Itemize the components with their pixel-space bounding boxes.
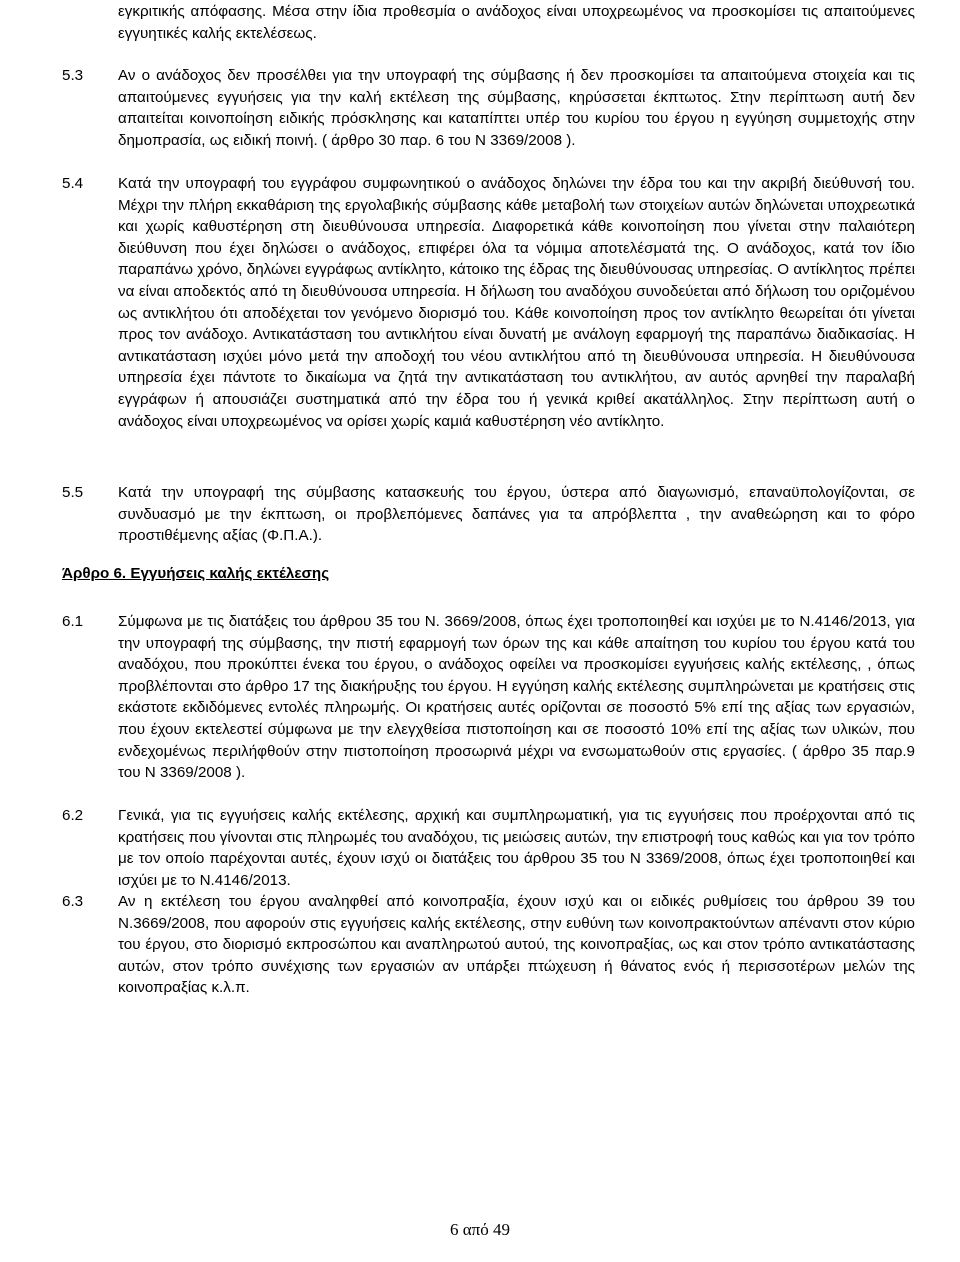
section-text: Σύμφωνα με τις διατάξεις του άρθρου 35 του Ν. 3669/2008, όπως έχει τροποποιηθεί και ισχύει με το Ν.4146/2013, για την υπογραφή της σύμβασης, την πιστή εφαρμογή των όρων της και κάθε απαίτηση του κυρίου του έργου κατά του αναδόχου, που προκύπτει ένεκα του έργου, ο ανάδοχος οφείλει να προσκομίσει εγγυήσεις καλής εκτέλεσης, , όπως προβλέπονται στο άρθρο 17 της διακήρυξης του έργου. Η εγγύηση καλής εκτέλεσης συμπληρώνεται με κρατήσεις στις εκάστοτε εκδιδόμενες εντολές πληρωμής. Οι κρατήσεις αυτές ορίζονται σε ποσοστό 5% επί της αξίας των εργασιών, που έχουν εκτελεστεί σύμφωνα με την ελεγχθείσα πιστοποίηση και σε ποσοστό 10% επί της αξίας των υλικών, που ενδεχομένως περιλήφθούν στην πιστοποίηση προσωρινά μέχρι να ενσωματωθούν στις εργασίες. ( άρθρο 35 παρ.9 του Ν 3369/2008 ). [118,613,915,782]
section-6-2 [62,805,915,891]
article-heading: Άρθρο 6. Εγγυήσεις καλής εκτέλεσης [62,565,330,582]
section-number: 5.3 [62,67,84,84]
section-6-1 [62,611,915,784]
page-number: 6 από 49 [450,1220,510,1239]
section-text: Αν η εκτέλεση του έργου αναληφθεί από κοινοπραξία, έχουν ισχύ και οι ειδικές ρυθμίσεις του άρθρου 39 του Ν.3669/2008, που αφορούν στις εγγυήσεις καλής εκτέλεσης, στην ευθύνη των κοινοπρακτούντων απέναντι στον κύριο του έργου, στο διορισμό εκπροσώπου και αναπληρωτού αυτού, της κοινοπραξίας, ως και στον τρόπο αντικατάστασης αυτών, στον τρόπο συνέχισης των εργασιών αν υπάρξει πτώχευση ή θάνατος ενός ή περισσοτέρων μελών της κοινοπραξίας κ.λ.π. [118,893,915,997]
section-5-5 [62,482,915,547]
section-number: 5.5 [62,484,84,501]
section-6-3 [62,891,915,999]
section-number: 6.2 [62,807,84,824]
section-number: 5.4 [62,175,84,192]
section-text: Κατά την υπογραφή της σύμβασης κατασκευής του έργου, ύστερα από διαγωνισμό, επαναϋπολογίζονται, σε συνδυασμό με την έκπτωση, οι προβλεπόμενες δαπάνες για τα απρόβλεπτα , την αναθεώρηση και το φόρο προστιθέμενης αξίας (Φ.Π.Α.). [118,484,915,545]
section-number: 6.1 [62,613,84,630]
section-text: Γενικά, για τις εγγυήσεις καλής εκτέλεσης, αρχική και συμπληρωματική, για τις εγγυήσεις που προέρχονται από τις κρατήσεις που γίνονται στις πληρωμές του αναδόχου, τις μειώσεις αυτών, την επιστροφή τους καθώς και για τον τρόπο με τον οποίο παρέχονται αυτές, έχουν ισχύ οι διατάξεις του άρθρου 35 του Ν 3369/2008, όπως έχει τροποποιηθεί και ισχύει με το Ν.4146/2013. [118,807,915,889]
section-number: 6.3 [62,893,84,910]
lead-in-paragraph: εγκριτικής απόφασης. Μέσα στην ίδια προθεσμία ο ανάδοχος είναι υποχρεωμένος να προσκομίσει τις απαιτούμενες εγγυητικές καλής εκτελέσεως. [118,3,915,42]
section-text: Κατά την υπογραφή του εγγράφου συμφωνητικού ο ανάδοχος δηλώνει την έδρα του και την ακριβή διεύθυνσή του. Μέχρι την πλήρη εκκαθάριση της εργολαβικής σύμβασης κάθε μεταβολή των στοιχείων αυτών δηλώνεται υποχρεωτικά και χωρίς καθυστέρηση στη διευθύνουσα υπηρεσία. Διαφορετικά κάθε κοινοποίηση που γίνεται στην παλαιότερη διεύθυνση που έχει δηλώσει ο ανάδοχος, επιφέρει όλα τα νόμιμα αποτελέσματά της. Ο ανάδοχος, κατά τον ίδιο παραπάνω χρόνο, δηλώνει εγγράφως αντίκλητο, κάτοικο της έδρας της διευθύνουσας υπηρεσίας. Ο αντίκλητος πρέπει να είναι αποδεκτός από τη διευθύνουσα υπηρεσία. Η δήλωση του αναδόχου συνοδεύεται από δήλωση του οριζομένου ως αντικλήτου ότι αποδέχεται τον γενόμενο διορισμό του. Κάθε κοινοποίηση προς τον αντίκλητο θεωρείται ότι γίνεται προς τον ανάδοχο. Αντικατάσταση του αντικλήτου είναι δυνατή με ανάλογη εφαρμογή της παραπάνω διαδικασίας. Η αντικατάσταση ισχύει μόνο μετά την αποδοχή του νέου αντικλήτου από τη διευθύνουσα υπηρεσία. Η διευθύνουσα υπηρεσία έχει πάντοτε το δικαίωμα να ζητά την αντικατάσταση του αντικλήτου, αν αυτός αρνηθεί την παραλαβή εγγράφων ή απουσιάζει συστηματικά από την έδρα του ή γενικά κριθεί ακατάλληλος. Στην περίπτωση αυτή ο ανάδοχος είναι υποχρεωμένος να ορίσει χωρίς καμιά καθυστέρηση νέο αντίκλητο. [118,175,915,430]
section-text: Αν ο ανάδοχος δεν προσέλθει για την υπογραφή της σύμβασης ή δεν προσκομίσει τα απαιτούμενα στοιχεία και τις απαιτούμενες εγγυήσεις για την καλή εκτέλεση της σύμβασης, κηρύσσεται έκπτωτος. Στην περίπτωση αυτή δεν απαιτείται κοινοποίηση ειδικής πρόσκλησης και καταπίπτει υπέρ του κυρίου του έργου η εγγύηση συμμετοχής στην δημοπρασία, ως ειδική ποινή. ( άρθρο 30 παρ. 6 του Ν 3369/2008 ). [118,67,915,149]
section-5-4 [62,173,915,432]
section-5-3 [62,65,915,151]
